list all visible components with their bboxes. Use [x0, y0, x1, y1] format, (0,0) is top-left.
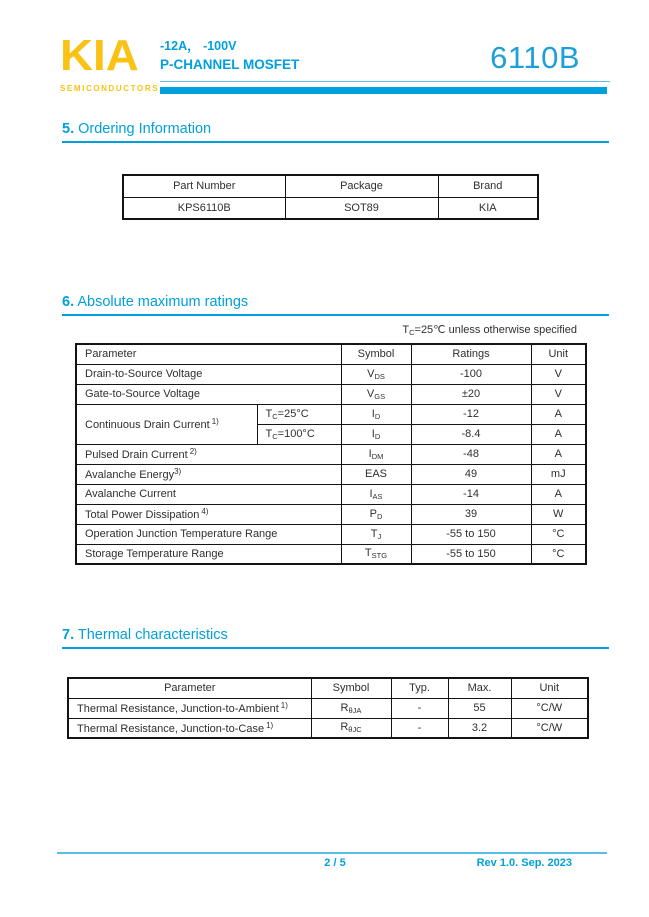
- ordering-table: [122, 174, 539, 220]
- cell-package: SOT89: [285, 197, 438, 219]
- cell-rating: 49: [411, 464, 531, 484]
- section-number: 5.: [62, 121, 75, 137]
- footer-rule: [57, 852, 607, 854]
- cell-parameter: Avalanche Current: [76, 484, 341, 504]
- cell-parameter: Drain-to-Source Voltage: [76, 364, 341, 384]
- col-unit: Unit: [511, 678, 588, 698]
- cell-unit: A: [531, 484, 586, 504]
- cell-typ: -: [391, 718, 448, 738]
- note-sub: C: [409, 328, 415, 337]
- abs-max-table: [75, 343, 587, 565]
- table-row: [76, 364, 586, 384]
- section-ordering-heading: [62, 121, 211, 137]
- section-rule: [62, 141, 609, 143]
- table-row: [76, 404, 586, 424]
- cell-parameter: Pulsed Drain Current $^{2)}$: [76, 444, 341, 464]
- section-title: Absolute maximum ratings: [77, 294, 249, 310]
- product-spec: [160, 37, 299, 75]
- cell-symbol: $I_{AS}$: [341, 484, 411, 504]
- cell-unit: A: [531, 444, 586, 464]
- cell-parameter: Gate-to-Source Voltage: [76, 384, 341, 404]
- cell-unit: mJ: [531, 464, 586, 484]
- spec-line2: P-CHANNEL MOSFET: [160, 57, 300, 73]
- section-rule: [62, 647, 609, 649]
- cell-symbol: $P_D$: [341, 504, 411, 524]
- cell-max: 55: [448, 698, 511, 718]
- cell-unit: W: [531, 504, 586, 524]
- cell-unit: A: [531, 424, 586, 444]
- cell-symbol: $T_J$: [341, 524, 411, 544]
- cell-unit: A: [531, 404, 586, 424]
- note-rest: =25℃ unless otherwise specified: [414, 324, 577, 336]
- table-row: [76, 544, 586, 564]
- cell-rating: -14: [411, 484, 531, 504]
- section-title: Ordering Information: [78, 121, 212, 137]
- header-thick-rule: [160, 87, 607, 94]
- cell-rating: -8.4: [411, 424, 531, 444]
- table-row: [76, 524, 586, 544]
- logo-subtext: SEMICONDUCTORS: [60, 84, 160, 93]
- table-row: [76, 384, 586, 404]
- cell-unit: V: [531, 384, 586, 404]
- cell-parameter: Thermal Resistance, Junction-to-Ambient $^{1)}$: [68, 698, 311, 718]
- table-row: [76, 464, 586, 484]
- col-max: Max.: [448, 678, 511, 698]
- table-row: [68, 718, 588, 738]
- cell-typ: -: [391, 698, 448, 718]
- cell-condition: $T_C=25^\circ C$: [257, 404, 341, 424]
- col-parameter: Parameter: [68, 678, 311, 698]
- cell-unit: °C/W: [511, 698, 588, 718]
- cell-symbol: $V_{GS}$: [341, 384, 411, 404]
- cell-parameter: Operation Junction Temperature Range: [76, 524, 341, 544]
- part-number-title: 6110B: [490, 40, 580, 75]
- revision-label: Rev 1.0. Sep. 2023: [476, 857, 572, 869]
- header-thin-rule: [160, 81, 610, 82]
- test-condition-note: [402, 323, 577, 337]
- cell-symbol: $I_D$: [341, 404, 411, 424]
- section-abs-max-heading: [62, 294, 248, 310]
- table-row: [76, 444, 586, 464]
- cell-symbol: $T_{STG}$: [341, 544, 411, 564]
- table-row: [76, 484, 586, 504]
- cell-symbol: EAS: [341, 464, 411, 484]
- col-brand: Brand: [438, 175, 538, 197]
- section-number: 6.: [62, 294, 75, 310]
- cell-unit: °C/W: [511, 718, 588, 738]
- cell-symbol: $V_{DS}$: [341, 364, 411, 384]
- cell-rating: -48: [411, 444, 531, 464]
- section-thermal-heading: [62, 627, 228, 643]
- col-part-number: Part Number: [123, 175, 285, 197]
- table-row: [123, 197, 538, 219]
- cell-parameter: Continuous Drain Current $^{1)}$: [76, 404, 257, 444]
- col-symbol: Symbol: [311, 678, 391, 698]
- cell-rating: -12: [411, 404, 531, 424]
- section-title: Thermal characteristics: [77, 627, 228, 643]
- section-number: 7.: [62, 627, 75, 643]
- col-typ: Typ.: [391, 678, 448, 698]
- kia-logo: KIA: [60, 31, 139, 80]
- table-header-row: [76, 344, 586, 364]
- col-ratings: Ratings: [411, 344, 531, 364]
- cell-brand: KIA: [438, 197, 538, 219]
- table-header-row: [68, 678, 588, 698]
- spec-line1: -12A， -100V: [160, 39, 237, 53]
- col-unit: Unit: [531, 344, 586, 364]
- cell-unit: °C: [531, 544, 586, 564]
- cell-parameter: Storage Temperature Range: [76, 544, 341, 564]
- note-base: T: [402, 324, 410, 336]
- cell-symbol: $I_{DM}$: [341, 444, 411, 464]
- col-package: Package: [285, 175, 438, 197]
- cell-parameter: Avalanche Energy$^{3)}$: [76, 464, 341, 484]
- cell-part-number: KPS6110B: [123, 197, 285, 219]
- cell-rating: 39: [411, 504, 531, 524]
- thermal-table: [67, 677, 589, 739]
- table-row: [76, 504, 586, 524]
- table-row: [68, 698, 588, 718]
- cell-max: 3.2: [448, 718, 511, 738]
- cell-rating: -55 to 150: [411, 544, 531, 564]
- col-symbol: Symbol: [341, 344, 411, 364]
- table-header-row: [123, 175, 538, 197]
- cell-parameter: Thermal Resistance, Junction-to-Case $^{1)}$: [68, 718, 311, 738]
- cell-symbol: $R_{\theta JA}$: [311, 698, 391, 718]
- cell-rating: ±20: [411, 384, 531, 404]
- cell-parameter: Total Power Dissipation $^{4)}$: [76, 504, 341, 524]
- cell-symbol: $I_D$: [341, 424, 411, 444]
- cell-symbol: $R_{\theta JC}$: [311, 718, 391, 738]
- page-number: 2 / 5: [324, 857, 346, 869]
- cell-rating: -55 to 150: [411, 524, 531, 544]
- cell-condition: $T_C=100^\circ C$: [257, 424, 341, 444]
- cell-rating: -100: [411, 364, 531, 384]
- cell-unit: V: [531, 364, 586, 384]
- cell-unit: °C: [531, 524, 586, 544]
- col-parameter: Parameter: [76, 344, 341, 364]
- section-rule: [62, 314, 609, 316]
